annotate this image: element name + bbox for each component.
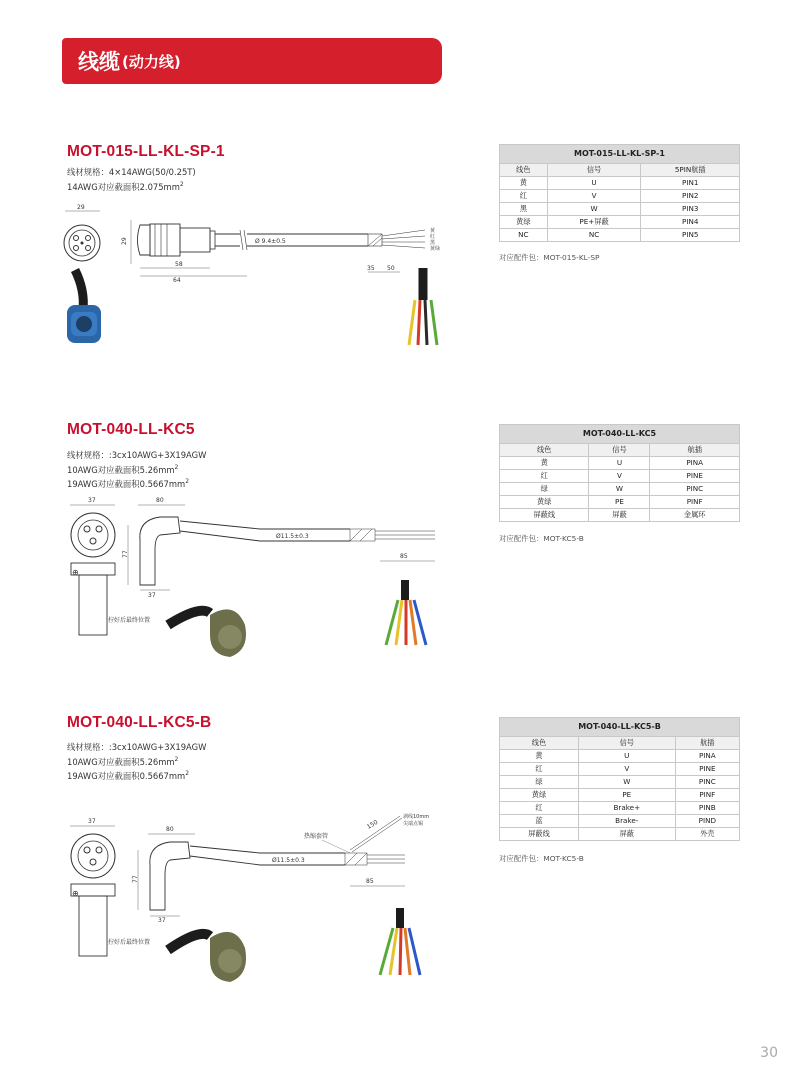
spec-block — [67, 166, 196, 193]
table-row: NC NC PIN5 — [500, 229, 740, 242]
pin-table — [499, 717, 740, 841]
table-row: 红 V PINE — [500, 763, 740, 776]
table-row: 红 V PINE — [500, 470, 740, 483]
table-row: 红 Brake+ PINB — [500, 802, 740, 815]
accessory-kit: 对应配件包：MOT-KC5-B — [499, 534, 584, 543]
svg-text:80: 80 — [166, 826, 174, 833]
table-row: 绿 W PINC — [500, 776, 740, 789]
svg-text:80: 80 — [156, 497, 164, 504]
table-title: MOT-040-LL-KC5-B — [500, 718, 740, 737]
banner-subtitle: (动力线) — [122, 52, 181, 71]
spec-line: 14AWG对应截面积$2.075mm^2$ — [67, 180, 184, 192]
svg-text:150: 150 — [365, 818, 380, 831]
svg-text:剥线10mm: 剥线10mm — [403, 814, 430, 820]
svg-text:29: 29 — [77, 204, 85, 211]
col-header: 信号 — [578, 737, 675, 750]
svg-text:⊕: ⊕ — [72, 889, 79, 898]
table-row: 黄 U PINA — [500, 457, 740, 470]
table-row: 黄绿 PE+屏蔽 PIN4 — [500, 216, 740, 229]
table-title: MOT-040-LL-KC5 — [500, 425, 740, 444]
table-row: 屏蔽线 屏蔽 外壳 — [500, 828, 740, 841]
svg-text:77: 77 — [122, 550, 129, 558]
cable-drawing-3 — [60, 810, 460, 990]
svg-text:64: 64 — [173, 277, 181, 284]
svg-text:29: 29 — [121, 237, 128, 245]
banner-title: 线缆 — [78, 50, 120, 74]
spec-line: 10AWG对应截面积$5.26mm^2$ — [67, 755, 179, 767]
svg-text:58: 58 — [175, 261, 183, 268]
col-header: 航插 — [650, 444, 740, 457]
svg-text:Ø 9.4±0.5: Ø 9.4±0.5 — [255, 238, 286, 245]
table-row: 绿 W PINC — [500, 483, 740, 496]
page-number: 30 — [760, 1045, 778, 1061]
accessory-kit: 对应配件包：MOT-KC5-B — [499, 854, 584, 863]
pin-table — [499, 144, 740, 242]
table-row: 黑 W PIN3 — [500, 203, 740, 216]
svg-text:85: 85 — [366, 878, 374, 885]
svg-text:红: 红 — [430, 234, 436, 240]
cable-drawing-1 — [55, 200, 455, 380]
svg-text:77: 77 — [132, 875, 139, 883]
spec-block — [67, 449, 206, 490]
svg-text:热缩套管: 热缩套管 — [304, 833, 329, 840]
product-title: MOT-040-LL-KC5-B — [67, 714, 212, 731]
spec-line: 线材规格：:3cx10AWG+3X19AGW — [67, 742, 207, 752]
svg-text:37: 37 — [88, 497, 96, 504]
col-header: 线色 — [500, 737, 579, 750]
table-row: 黄 U PIN1 — [500, 177, 740, 190]
svg-text:Ø11.5±0.3: Ø11.5±0.3 — [272, 857, 305, 864]
col-header: 航插 — [675, 737, 739, 750]
svg-text:黄: 黄 — [430, 228, 436, 234]
cable-drawing-2 — [60, 495, 460, 665]
table-row: 黄 U PINA — [500, 750, 740, 763]
table-row: 黄绿 PE PINF — [500, 789, 740, 802]
spec-line: 19AWG对应截面积$0.5667mm^2$ — [67, 769, 190, 781]
product-title: MOT-040-LL-KC5 — [67, 421, 195, 438]
svg-text:37: 37 — [148, 592, 156, 599]
table-row: 红 V PIN2 — [500, 190, 740, 203]
spec-line: 线材规格：:3cx10AWG+3X19AGW — [67, 450, 207, 460]
svg-text:⊕: ⊕ — [72, 568, 79, 577]
svg-text:黑: 黑 — [430, 240, 436, 246]
svg-text:拧好后最终位置: 拧好后最终位置 — [108, 617, 151, 624]
svg-text:黄绿: 黄绿 — [430, 246, 441, 252]
col-header: 信号 — [589, 444, 650, 457]
svg-text:Ø11.5±0.3: Ø11.5±0.3 — [276, 533, 309, 540]
col-header: 线色 — [500, 164, 548, 177]
pin-table — [499, 424, 740, 522]
svg-text:35: 35 — [367, 265, 375, 272]
col-header: 信号 — [547, 164, 641, 177]
svg-text:85: 85 — [400, 553, 408, 560]
col-header: 5PIN航插 — [641, 164, 740, 177]
table-row: 屏蔽线 屏蔽 金属环 — [500, 509, 740, 522]
spec-line: 19AWG对应截面积$0.5667mm^2$ — [67, 477, 190, 489]
spec-block — [67, 741, 206, 782]
svg-text:尖端点锡: 尖端点锡 — [403, 821, 424, 827]
svg-text:拧好后最终位置: 拧好后最终位置 — [108, 939, 151, 946]
accessory-kit: 对应配件包：MOT-015-KL-SP — [499, 253, 600, 262]
table-title: MOT-015-LL-KL-SP-1 — [500, 145, 740, 164]
svg-text:50: 50 — [387, 265, 395, 272]
svg-text:37: 37 — [88, 818, 96, 825]
product-title: MOT-015-LL-KL-SP-1 — [67, 143, 225, 160]
svg-text:37: 37 — [158, 917, 166, 924]
table-row: 黄绿 PE PINF — [500, 496, 740, 509]
spec-line: 10AWG对应截面积$5.26mm^2$ — [67, 463, 179, 475]
table-row: 蓝 Brake- PIND — [500, 815, 740, 828]
col-header: 线色 — [500, 444, 589, 457]
spec-line: 线材规格：4×14AWG(50/0.25T) — [67, 167, 196, 177]
section-banner — [62, 38, 442, 84]
